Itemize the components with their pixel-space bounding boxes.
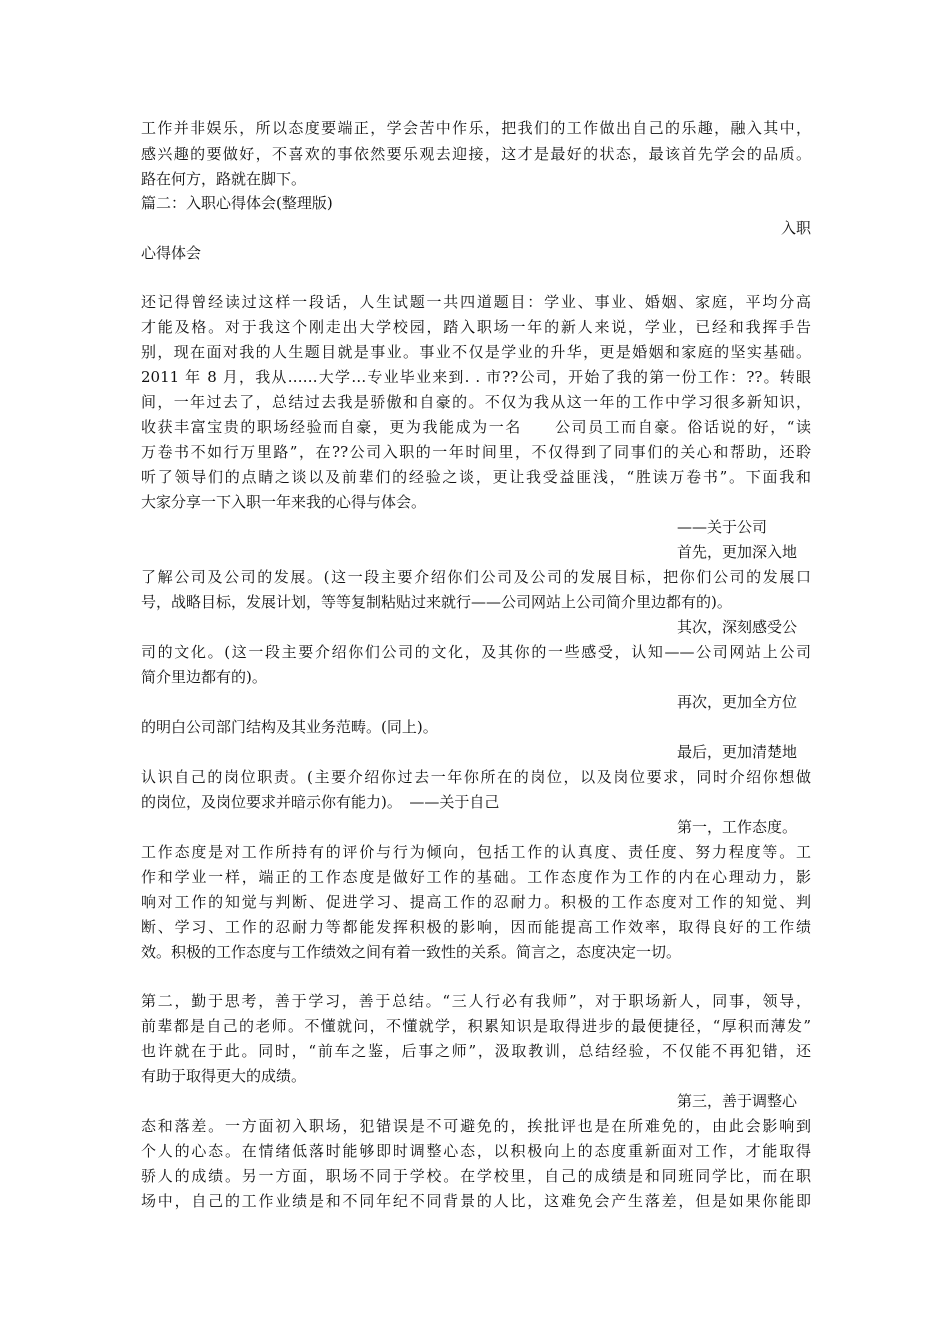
text-line: 号，战略目标，发展计划，等等复制粘贴过来就行——公司网站上公司简介里边都有的)。 xyxy=(141,593,732,611)
text-line: 作和学业一样，端正的工作态度是做好工作的基础。工作态度作为工作的内在心理动力，影 xyxy=(141,868,811,886)
text-line: 有助于取得更大的成绩。 xyxy=(141,1067,307,1085)
text-line: 效。积极的工作态度与工作绩效之间有着一致性的关系。简言之，态度决定一切。 xyxy=(141,943,682,961)
text-line: 万卷书不如行万里路”，在??公司入职的一年时间里，不仅得到了同事们的关心和帮助，还聆 xyxy=(141,443,811,461)
text-line: 也许就在于此。同时，“前车之鉴，后事之师”，汲取教训，总结经验，不仅能不再犯错，还 xyxy=(141,1042,811,1060)
text-line: 司的文化。(这一段主要介绍你们公司的文化，及其你的一些感受，认知——公司网站上公司 xyxy=(141,643,811,661)
text-line: 断、学习、工作的忍耐力等都能发挥积极的影响，因而能提高工作效率，取得良好的工作绩 xyxy=(141,918,811,936)
text-line: 认识自己的岗位职责。(主要介绍你过去一年你所在的岗位，以及岗位要求，同时介绍你想做 xyxy=(141,768,811,786)
text-line: 的明白公司部门结构及其业务范畴。(同上)。 xyxy=(141,718,438,736)
title-line: 心得体会 xyxy=(141,244,202,262)
text-line: 才能及格。对于我这个刚走出大学校园，踏入职场一年的新人来说，学业，已经和我挥手告 xyxy=(141,318,811,336)
text-line: 感兴趣的要做好，不喜欢的事依然要乐观去迎接，这才是最好的状态，最该首先学会的品质。 xyxy=(141,145,811,163)
text-line: 别，现在面对我的人生题目就是事业。事业不仅是学业的升华，更是婚姻和家庭的坚实基础。 xyxy=(141,343,811,361)
text-line: 路在何方，路就在脚下。 xyxy=(141,170,307,188)
text-line: 场中，自己的工作业绩是和不同年纪不同背景的人比，这难免会产生落差，但是如果你能即 xyxy=(141,1192,811,1210)
text-line: 间，一年过去了，总结过去我是骄傲和自豪的。不仅为我从这一年的工作中学习很多新知识， xyxy=(141,393,811,411)
text-line: 响对工作的知觉与判断、促进学习、提高工作的忍耐力。积极的工作态度对工作的知觉、判 xyxy=(141,893,811,911)
section-heading: 篇二：入职心得体会(整理版) xyxy=(141,194,333,212)
text-line: 工作态度是对工作所持有的评价与行为倾向，包括工作的认真度、责任度、努力程度等。工 xyxy=(141,843,811,861)
text-line: 再次，更加全方位 xyxy=(677,693,798,711)
text-line: 的岗位，及岗位要求并暗示你有能力)。 ——关于自己 xyxy=(141,793,500,811)
text-line: 第二，勤于思考，善于学习，善于总结。“三人行必有我师”，对于职场新人，同事，领导， xyxy=(141,992,811,1010)
subsection-heading: ——关于公司 xyxy=(677,518,768,536)
text-line: 工作并非娱乐，所以态度要端正，学会苦中作乐，把我们的工作做出自己的乐趣，融入其中， xyxy=(141,119,811,137)
text-line: 其次，深刻感受公 xyxy=(677,618,798,636)
subsection-heading: 第一，工作态度。 xyxy=(677,818,798,836)
text-line: 个人的心态。在情绪低落时能够即时调整心态，以积极向上的态度重新面对工作，才能取得 xyxy=(141,1142,811,1160)
text-line: 态和落差。一方面初入职场，犯错误是不可避免的，挨批评也是在所难免的，由此会影响到 xyxy=(141,1117,811,1135)
text-line: 简介里边都有的)。 xyxy=(141,668,267,686)
text-line: 收获丰富宝贵的职场经验而自豪，更为我能成为一名 公司员工而自豪。俗话说的好，“读 xyxy=(141,418,811,436)
text-line: 还记得曾经读过这样一段话，人生试题一共四道题目：学业、事业、婚姻、家庭，平均分高 xyxy=(141,293,811,311)
text-line: 首先，更加深入地 xyxy=(677,543,798,561)
title-line: 入职 xyxy=(780,219,811,237)
subsection-heading: 第三，善于调整心 xyxy=(677,1092,798,1110)
text-line: 2011 年 8 月，我从……大学…专业毕业来到. . 市??公司，开始了我的第一份工作：??。转眼 xyxy=(141,368,811,386)
text-line: 最后，更加清楚地 xyxy=(677,743,798,761)
text-line: 骄人的成绩。另一方面，职场不同于学校。在学校里，自己的成绩是和同班同学比，而在职 xyxy=(141,1167,811,1185)
text-line: 了解公司及公司的发展。(这一段主要介绍你们公司及公司的发展目标，把你们公司的发展口 xyxy=(141,568,811,586)
text-line: 大家分享一下入职一年来我的心得与体会。 xyxy=(141,493,427,511)
text-line: 前辈都是自己的老师。不懂就问，不懂就学，积累知识是取得进步的最便捷径，“厚积而薄发” xyxy=(141,1017,811,1035)
text-line: 听了领导们的点睛之谈以及前辈们的经验之谈，更让我受益匪浅，“胜读万卷书”。下面我和 xyxy=(141,468,811,486)
